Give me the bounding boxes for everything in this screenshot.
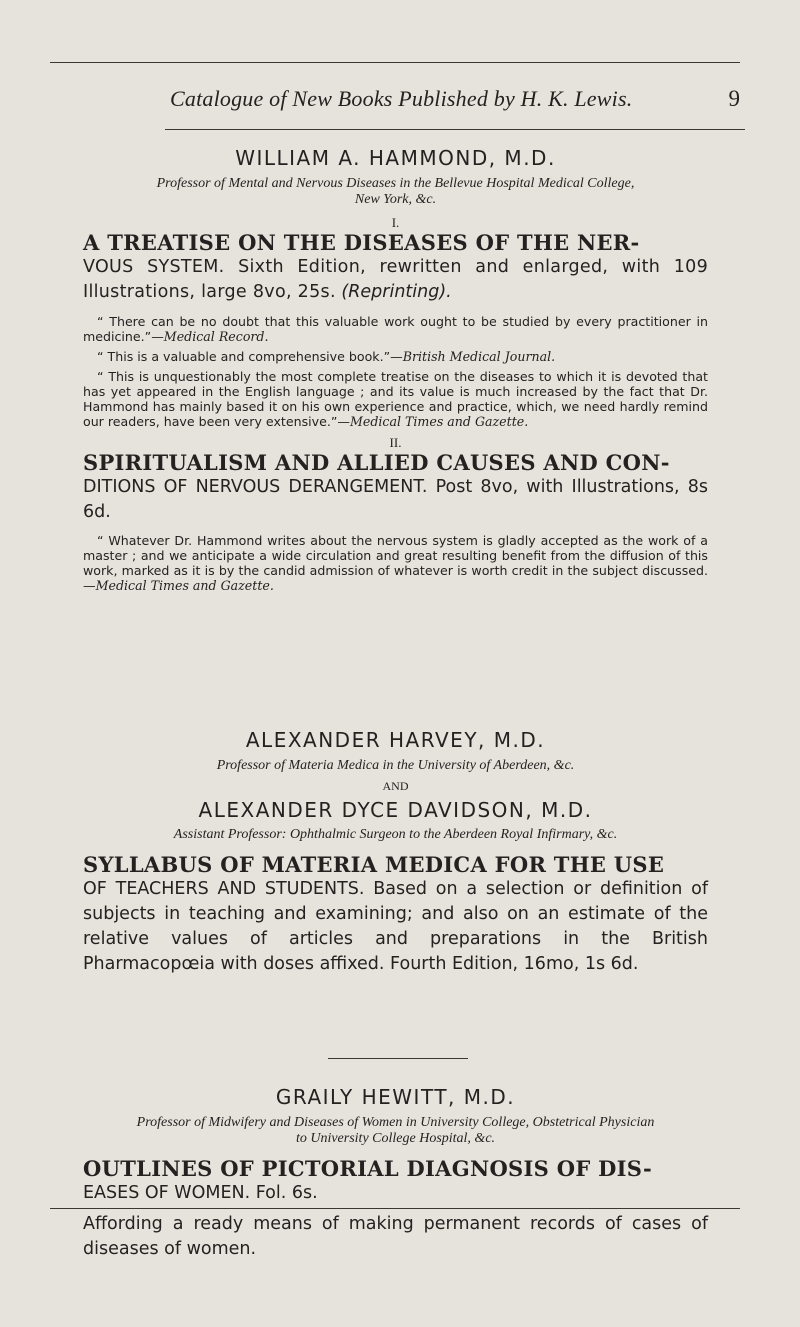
author-name: ALEXANDER HARVEY, M.D. xyxy=(245,728,546,752)
author-name: WILLIAM A. HAMMOND, M.D. xyxy=(235,146,556,170)
work-title: OUTLINES OF PICTORIAL DIAGNOSIS OF DIS- xyxy=(83,1156,653,1181)
entry-harvey-davidson xyxy=(83,728,708,977)
quote-source: Medical Record. xyxy=(163,329,269,344)
work-numeral: II. xyxy=(389,435,402,450)
top-rule xyxy=(50,62,740,63)
quote-source: British Medical Journal. xyxy=(402,349,556,364)
work-title: SPIRITUALISM AND ALLIED CAUSES AND CON- xyxy=(83,450,670,475)
review-quote xyxy=(83,533,708,593)
author-role: Professor of Mental and Nervous Diseases in the Bellevue Hospital Medical College, xyxy=(156,176,635,191)
entry-hammond xyxy=(83,146,708,598)
author-role-cont: to University College Hospital, &c. xyxy=(295,1131,496,1146)
work-note: (Reprinting). xyxy=(341,282,452,302)
header-title: Catalogue of New Books Published by H. K. Lewis. xyxy=(170,86,633,111)
work-details: EASES OF WOMEN. Fol. 6s. xyxy=(83,1183,318,1203)
quote-source: Medical Times and Gazette. xyxy=(95,578,274,593)
review-quote xyxy=(83,349,708,364)
work-description: Affording a ready means of making permanent records of cases of diseases of women. xyxy=(83,1214,708,1259)
author-name: GRAILY HEWITT, M.D. xyxy=(275,1085,516,1109)
author-name: ALEXANDER DYCE DAVIDSON, M.D. xyxy=(198,798,593,822)
quote-text: “ This is a valuable and comprehensive book.”— xyxy=(97,349,403,364)
quote-source: Medical Times and Gazette. xyxy=(349,414,529,429)
work-title: SYLLABUS OF MATERIA MEDICA FOR THE USE xyxy=(83,852,665,877)
work-details: OF TEACHERS AND STUDENTS. Based on a selection or definition of subjects in teaching and examining; and also on an estimate of the relative values of articles and preparations in the British Pharmacopœia with doses affixed. Fourth Edition, 16mo, 1s 6d. xyxy=(83,879,708,974)
work-details xyxy=(83,255,708,305)
author-role: Assistant Professor: Ophthalmic Surgeon to the Aberdeen Royal Infirmary, &c. xyxy=(173,827,618,842)
review-quotes xyxy=(83,533,708,593)
page-number: 9 xyxy=(728,86,740,111)
review-quote xyxy=(83,314,708,344)
work-numeral: I. xyxy=(391,215,400,230)
bottom-rule xyxy=(50,1208,740,1209)
review-quotes xyxy=(83,314,708,429)
author-role: Professor of Midwifery and Diseases of Women in University College, Obstetrical Physician xyxy=(136,1115,655,1130)
entry-hewitt xyxy=(83,1085,708,1262)
review-quote xyxy=(83,369,708,429)
quote-text: “ Whatever Dr. Hammond writes about the nervous system is gladly accepted as the work of a master ; and we anticipate a wide circulation and great resulting benefit from the diffusion of this work, marked as it is by the candid admission of whatever is worth credit in the subject discussed.— xyxy=(83,533,708,593)
quote-text: “ This is unquestionably the most complete treatise on the diseases to which it is devoted that has yet appeared in the English language ; and its value is much increased by the fact that Dr. Hammond has mainly based it on his own experience and practice, which, we need hardly remind our readers, have been very extensive.”— xyxy=(83,369,708,429)
conjunction: AND xyxy=(382,779,409,793)
header-rule xyxy=(165,129,745,130)
work-title: A TREATISE ON THE DISEASES OF THE NER- xyxy=(83,230,640,255)
work-details: DITIONS OF NERVOUS DERANGEMENT. Post 8vo, with Illustrations, 8s 6d. xyxy=(83,477,708,522)
section-separator xyxy=(328,1058,468,1059)
work-details-text: VOUS SYSTEM. Sixth Edition, rewritten and enlarged, with 109 Illustrations, large 8vo, 25s. xyxy=(83,257,708,302)
author-role-cont: New York, &c. xyxy=(354,192,437,207)
page-header xyxy=(170,86,740,116)
author-role: Professor of Materia Medica in the University of Aberdeen, &c. xyxy=(216,758,575,773)
quote-text: “ There can be no doubt that this valuable work ought to be studied by every practitioner in medicine.”— xyxy=(83,314,708,344)
